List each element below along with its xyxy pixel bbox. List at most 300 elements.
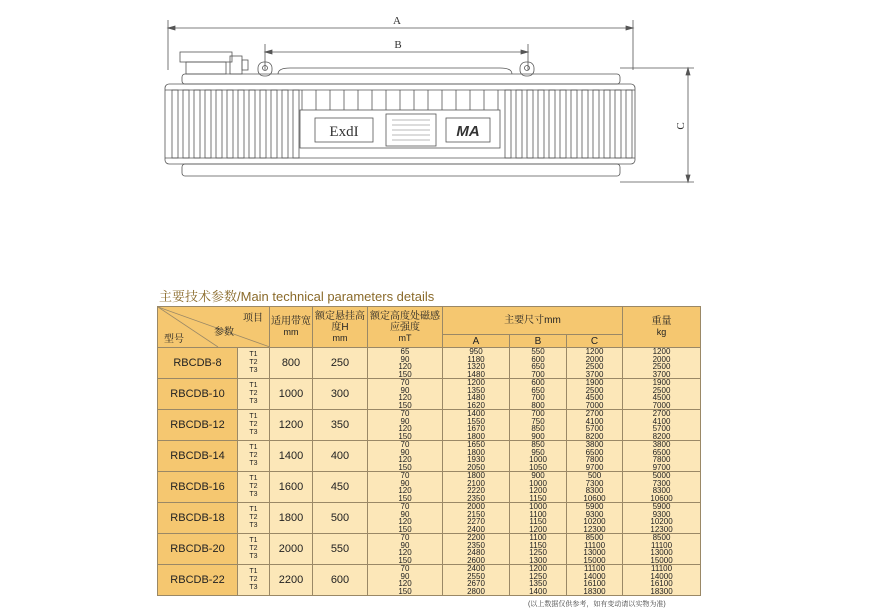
nameplate-exd-text: ExdI — [329, 124, 359, 140]
c-value: 7000 — [585, 401, 604, 409]
c-values-cell — [567, 379, 623, 410]
b-value: 900 — [531, 472, 545, 480]
header-width — [270, 307, 313, 348]
type-cell — [238, 410, 270, 441]
mt-value: 120 — [398, 394, 412, 402]
kg-value: 8300 — [652, 487, 671, 495]
c-values-cell — [567, 441, 623, 472]
b-value: 1000 — [529, 479, 547, 487]
a-value: 2800 — [467, 587, 485, 595]
c-value: 2700 — [585, 410, 604, 418]
a-value: 1650 — [467, 441, 485, 449]
a-value: 1320 — [467, 363, 485, 371]
header-col-b: B — [510, 335, 567, 348]
c-value: 7300 — [585, 479, 604, 487]
kg-value: 2700 — [652, 410, 671, 418]
dim-a-label: A — [393, 15, 401, 27]
a-values-cell — [443, 441, 510, 472]
kg-value: 4100 — [652, 417, 671, 425]
cooling-fin — [560, 90, 566, 158]
c-value: 4500 — [585, 394, 604, 402]
kg-value: 5000 — [652, 472, 671, 480]
c-value: 8300 — [585, 487, 604, 495]
c-value: 10600 — [583, 494, 606, 502]
table-row — [158, 379, 701, 410]
kg-value: 18300 — [650, 587, 673, 595]
model-cell: RBCDB-14 — [158, 441, 238, 472]
mt-value: 120 — [398, 580, 412, 588]
kg-value: 10200 — [650, 518, 673, 526]
type-cell — [238, 379, 270, 410]
type-t3: T3 — [249, 429, 258, 436]
b-value: 700 — [531, 370, 545, 378]
type-t1: T1 — [249, 568, 258, 575]
type-t1: T1 — [249, 444, 258, 451]
belt-width-cell: 1800 — [270, 503, 313, 534]
c-value: 13000 — [583, 549, 606, 557]
c-value: 5700 — [585, 425, 604, 433]
type-cell — [238, 348, 270, 379]
b-value: 550 — [531, 348, 545, 356]
c-value: 7800 — [585, 456, 604, 464]
kg-value: 16100 — [650, 580, 673, 588]
a-value: 1480 — [467, 394, 485, 402]
b-value: 900 — [531, 432, 545, 440]
b-value: 1050 — [529, 463, 547, 471]
mt-values-cell — [368, 441, 443, 472]
mt-value: 120 — [398, 549, 412, 557]
cooling-fin — [172, 90, 178, 158]
dim-c-label: C — [675, 122, 687, 130]
belt-width-cell: 1600 — [270, 472, 313, 503]
belt-width-cell: 1200 — [270, 410, 313, 441]
header-param: 参数 — [214, 327, 234, 338]
table-row — [158, 565, 701, 596]
c-value: 1900 — [585, 379, 604, 387]
c-values-cell — [567, 503, 623, 534]
a-value: 1930 — [467, 456, 485, 464]
a-value: 2400 — [467, 565, 485, 573]
kg-value: 7000 — [652, 401, 671, 409]
b-value: 1150 — [529, 494, 547, 502]
cooling-fin — [260, 90, 266, 158]
a-value: 2550 — [467, 572, 485, 580]
cooling-fin — [604, 90, 610, 158]
a-value: 2270 — [467, 518, 485, 526]
table-row — [158, 503, 701, 534]
cooling-fin — [271, 90, 277, 158]
header-hang — [313, 307, 368, 348]
belt-width-cell: 1400 — [270, 441, 313, 472]
a-values-cell — [443, 534, 510, 565]
magnet-drawing — [0, 0, 895, 200]
c-value: 11100 — [583, 541, 606, 549]
b-value: 1400 — [529, 587, 547, 595]
model-cell: RBCDB-20 — [158, 534, 238, 565]
cooling-fin — [626, 90, 632, 158]
a-value: 2400 — [467, 525, 485, 533]
belt-width-cell: 1000 — [270, 379, 313, 410]
mt-value: 120 — [398, 456, 412, 464]
type-t1: T1 — [249, 506, 258, 513]
model-cell: RBCDB-18 — [158, 503, 238, 534]
mt-values-cell — [368, 410, 443, 441]
kg-value: 7300 — [652, 479, 671, 487]
kg-values-cell — [623, 348, 701, 379]
mt-value: 70 — [400, 441, 410, 449]
c-value: 3800 — [585, 441, 604, 449]
c-value: 2500 — [585, 386, 604, 394]
cooling-fin — [571, 90, 577, 158]
kg-value: 5700 — [652, 425, 671, 433]
cooling-fin — [549, 90, 555, 158]
a-value: 1400 — [467, 410, 485, 418]
mt-value: 150 — [398, 370, 412, 378]
type-t3: T3 — [249, 398, 258, 405]
b-value: 1200 — [529, 565, 547, 573]
a-value: 2150 — [467, 510, 485, 518]
c-value: 500 — [587, 472, 602, 480]
a-values-cell — [443, 503, 510, 534]
b-value: 1000 — [529, 503, 547, 511]
type-t3: T3 — [249, 522, 258, 529]
type-cell — [238, 565, 270, 596]
belt-width-cell: 800 — [270, 348, 313, 379]
kg-value: 3700 — [652, 370, 671, 378]
cooling-fin — [582, 90, 588, 158]
c-values-cell — [567, 410, 623, 441]
kg-value: 14000 — [650, 572, 673, 580]
header-weight-label: 重量 — [651, 316, 672, 327]
b-value: 1150 — [529, 541, 547, 549]
type-t3: T3 — [249, 367, 258, 374]
hang-height-cell: 450 — [313, 472, 368, 503]
header-item: 项目 — [243, 313, 263, 324]
c-value: 18300 — [583, 587, 606, 595]
type-cell — [238, 472, 270, 503]
mt-value: 150 — [398, 432, 412, 440]
kg-value: 13000 — [650, 549, 673, 557]
a-value: 2600 — [467, 556, 485, 564]
kg-value: 6500 — [652, 448, 671, 456]
b-value: 700 — [531, 394, 545, 402]
cooling-fin — [216, 90, 222, 158]
cooling-fin — [293, 90, 299, 158]
b-value: 1250 — [529, 572, 547, 580]
table-row — [158, 441, 701, 472]
cooling-fin — [194, 90, 200, 158]
mt-value: 70 — [400, 534, 410, 542]
a-value: 1620 — [467, 401, 485, 409]
kg-values-cell — [623, 565, 701, 596]
c-values-cell — [567, 534, 623, 565]
mt-value: 150 — [398, 556, 412, 564]
a-values-cell — [443, 379, 510, 410]
header-field — [368, 307, 443, 348]
mt-values-cell — [368, 348, 443, 379]
a-value: 950 — [469, 348, 483, 356]
model-cell: RBCDB-8 — [158, 348, 238, 379]
a-value: 2220 — [467, 487, 485, 495]
b-value: 800 — [531, 401, 545, 409]
table-row — [158, 472, 701, 503]
a-value: 1480 — [467, 370, 485, 378]
cooling-fin — [505, 90, 511, 158]
a-value: 1350 — [467, 386, 485, 394]
kg-value: 1900 — [652, 379, 671, 387]
header-width-unit: mm — [283, 327, 299, 337]
c-value: 4100 — [585, 417, 604, 425]
a-value: 2480 — [467, 549, 485, 557]
header-weight — [623, 307, 701, 348]
mt-value: 150 — [398, 401, 412, 409]
c-value: 16100 — [583, 580, 606, 588]
kg-value: 11100 — [650, 541, 673, 549]
b-values-cell — [510, 534, 567, 565]
type-t2: T2 — [249, 390, 258, 397]
c-value: 15000 — [583, 556, 606, 564]
kg-value: 10600 — [650, 494, 673, 502]
kg-value: 2500 — [652, 386, 671, 394]
type-t2: T2 — [249, 421, 258, 428]
model-cell: RBCDB-10 — [158, 379, 238, 410]
b-value: 700 — [531, 410, 545, 418]
mt-value: 70 — [400, 410, 410, 418]
type-t1: T1 — [249, 382, 258, 389]
c-values-cell — [567, 472, 623, 503]
c-values-cell — [567, 565, 623, 596]
mt-value: 120 — [398, 425, 412, 433]
mt-values-cell — [368, 379, 443, 410]
mt-value: 70 — [400, 472, 410, 480]
a-value: 2000 — [467, 503, 485, 511]
c-value: 9700 — [585, 463, 604, 471]
hang-height-cell: 350 — [313, 410, 368, 441]
type-t2: T2 — [249, 483, 258, 490]
a-value: 2350 — [467, 541, 485, 549]
hang-height-cell: 550 — [313, 534, 368, 565]
mt-value: 65 — [400, 348, 410, 356]
cooling-fin — [282, 90, 288, 158]
a-values-cell — [443, 410, 510, 441]
kg-value: 1200 — [652, 348, 671, 356]
b-value: 1200 — [529, 525, 547, 533]
b-values-cell — [510, 379, 567, 410]
header-width-label: 适用带宽 — [271, 316, 311, 327]
b-values-cell — [510, 410, 567, 441]
type-t1: T1 — [249, 413, 258, 420]
a-value: 2200 — [467, 534, 485, 542]
header-size: 主要尺寸mm — [443, 307, 623, 335]
c-value: 8500 — [585, 534, 604, 542]
mt-value: 120 — [398, 487, 412, 495]
c-values-cell — [567, 348, 623, 379]
mt-values-cell — [368, 565, 443, 596]
mt-value: 70 — [400, 565, 410, 573]
type-t2: T2 — [249, 359, 258, 366]
mt-value: 90 — [400, 510, 410, 518]
a-value: 2050 — [467, 463, 485, 471]
mt-value: 90 — [400, 355, 410, 363]
c-value: 6500 — [585, 448, 604, 456]
mt-value: 70 — [400, 379, 410, 387]
a-value: 2670 — [467, 580, 485, 588]
kg-value: 11100 — [650, 565, 673, 573]
a-value: 1800 — [467, 448, 485, 456]
mt-value: 90 — [400, 572, 410, 580]
hang-height-cell: 400 — [313, 441, 368, 472]
kg-values-cell — [623, 379, 701, 410]
type-t2: T2 — [249, 514, 258, 521]
model-cell: RBCDB-12 — [158, 410, 238, 441]
b-value: 850 — [531, 425, 545, 433]
b-value: 1100 — [529, 510, 547, 518]
hang-height-cell: 250 — [313, 348, 368, 379]
a-values-cell — [443, 472, 510, 503]
kg-value: 7800 — [652, 456, 671, 464]
header-field-unit: mT — [398, 332, 412, 343]
footnote: (以上数据仅供参考，如有变动请以实物为准) — [528, 601, 666, 608]
kg-value: 8200 — [652, 432, 671, 440]
type-cell — [238, 441, 270, 472]
a-value: 2350 — [467, 494, 485, 502]
b-values-cell — [510, 441, 567, 472]
header-corner — [158, 307, 270, 348]
type-cell — [238, 534, 270, 565]
type-t1: T1 — [249, 537, 258, 544]
header-hang-unit: mm — [332, 332, 348, 343]
mt-value: 150 — [398, 494, 412, 502]
cooling-fin — [205, 90, 211, 158]
a-value: 1200 — [467, 379, 485, 387]
c-value: 9300 — [585, 510, 604, 518]
kg-value: 9700 — [652, 463, 671, 471]
table-row — [158, 348, 701, 379]
mt-value: 90 — [400, 417, 410, 425]
parameters-table — [157, 306, 701, 596]
type-t3: T3 — [249, 584, 258, 591]
kg-value: 12300 — [650, 525, 673, 533]
c-value: 11100 — [583, 565, 606, 573]
type-t3: T3 — [249, 491, 258, 498]
a-value: 1670 — [467, 425, 485, 433]
cooling-fin — [527, 90, 533, 158]
kg-values-cell — [623, 534, 701, 565]
mt-values-cell — [368, 472, 443, 503]
table-row — [158, 534, 701, 565]
a-value: 1800 — [467, 432, 485, 440]
model-cell: RBCDB-22 — [158, 565, 238, 596]
mt-value: 90 — [400, 541, 410, 549]
b-value: 650 — [531, 386, 545, 394]
a-value: 1180 — [467, 355, 485, 363]
cooling-fin — [516, 90, 522, 158]
header-col-c: C — [567, 335, 623, 348]
b-value: 1150 — [529, 518, 547, 526]
cooling-fin — [238, 90, 244, 158]
cooling-fin — [593, 90, 599, 158]
mt-value: 150 — [398, 587, 412, 595]
hang-height-cell: 600 — [313, 565, 368, 596]
mt-value: 120 — [398, 518, 412, 526]
c-value: 3700 — [585, 370, 604, 378]
mt-values-cell — [368, 503, 443, 534]
type-cell — [238, 503, 270, 534]
b-value: 750 — [531, 417, 545, 425]
kg-values-cell — [623, 472, 701, 503]
b-value: 1200 — [529, 487, 547, 495]
b-value: 650 — [531, 363, 545, 371]
type-t3: T3 — [249, 553, 258, 560]
b-values-cell — [510, 348, 567, 379]
mt-value: 90 — [400, 448, 410, 456]
mt-values-cell — [368, 534, 443, 565]
b-value: 850 — [531, 441, 545, 449]
kg-value: 2500 — [652, 363, 671, 371]
header-weight-unit: kg — [656, 327, 667, 337]
table-body — [158, 348, 701, 596]
b-values-cell — [510, 472, 567, 503]
b-value: 600 — [531, 379, 545, 387]
kg-values-cell — [623, 503, 701, 534]
table-row — [158, 410, 701, 441]
a-value: 1550 — [467, 417, 485, 425]
mt-value: 90 — [400, 386, 410, 394]
belt-width-cell: 2000 — [270, 534, 313, 565]
c-value: 12300 — [583, 525, 606, 533]
mt-value: 150 — [398, 463, 412, 471]
nameplate-ma-text: MA — [456, 123, 480, 140]
dim-b-label: B — [394, 39, 402, 51]
kg-value: 5900 — [652, 503, 671, 511]
cooling-fin — [183, 90, 189, 158]
belt-width-cell: 2200 — [270, 565, 313, 596]
cooling-fin — [227, 90, 233, 158]
mt-value: 70 — [400, 503, 410, 511]
kg-value: 15000 — [650, 556, 673, 564]
cooling-fin — [538, 90, 544, 158]
kg-value: 2000 — [652, 355, 671, 363]
section-title: 主要技术参数/Main technical parameters details — [159, 289, 435, 304]
type-t1: T1 — [249, 475, 258, 482]
kg-value: 4500 — [652, 394, 671, 402]
b-value: 1250 — [529, 549, 547, 557]
c-value: 2000 — [585, 355, 604, 363]
c-value: 8200 — [585, 432, 604, 440]
kg-value: 9300 — [652, 510, 671, 518]
kg-values-cell — [623, 441, 701, 472]
header-col-a: A — [443, 335, 510, 348]
b-value: 1000 — [529, 456, 547, 464]
kg-values-cell — [623, 410, 701, 441]
c-value: 2500 — [585, 363, 604, 371]
mt-value: 120 — [398, 363, 412, 371]
b-value: 1100 — [529, 534, 547, 542]
header-model: 型号 — [164, 334, 184, 345]
hang-height-cell: 500 — [313, 503, 368, 534]
c-value: 14000 — [583, 572, 606, 580]
type-t1: T1 — [249, 351, 258, 358]
header-hang-label: 额定悬挂高度H — [315, 310, 365, 333]
model-cell: RBCDB-16 — [158, 472, 238, 503]
b-value: 1350 — [529, 580, 547, 588]
type-t2: T2 — [249, 452, 258, 459]
b-value: 1300 — [529, 556, 547, 564]
mt-value: 90 — [400, 479, 410, 487]
b-values-cell — [510, 503, 567, 534]
a-values-cell — [443, 348, 510, 379]
type-t3: T3 — [249, 460, 258, 467]
